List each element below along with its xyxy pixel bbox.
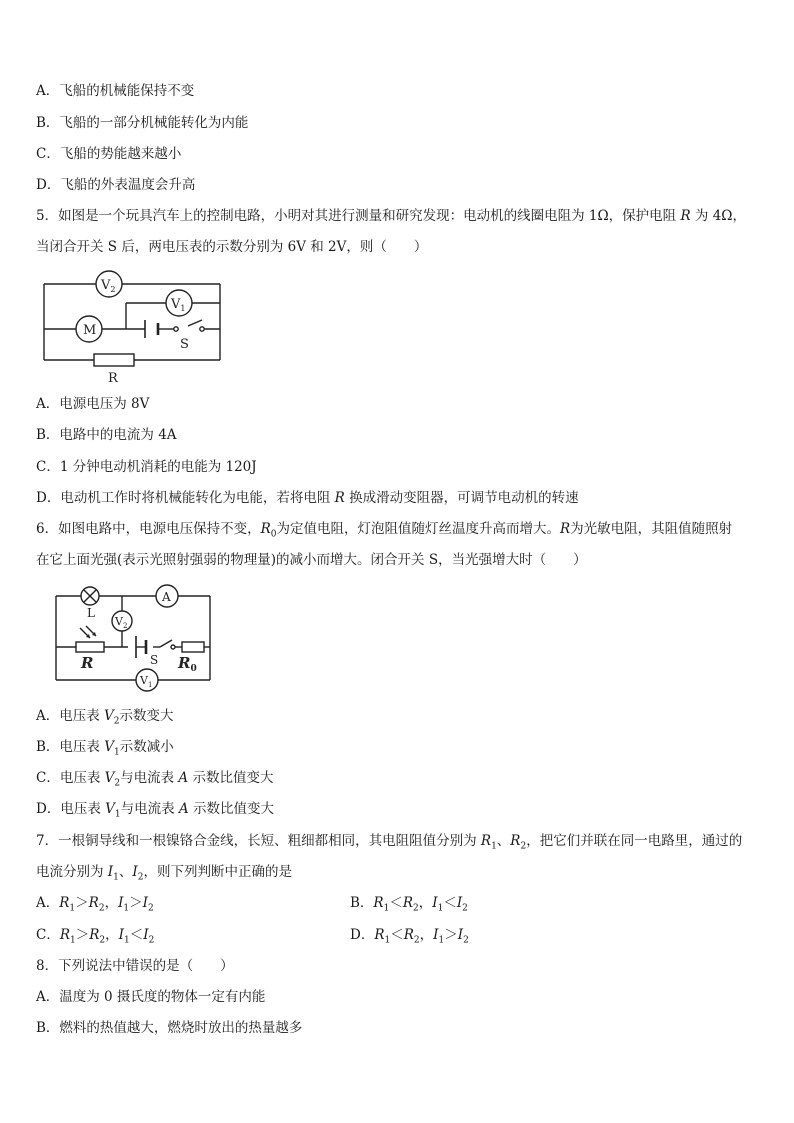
q7-stem-line1: 7．一根铜导线和一根镍铬合金线，长短、粗细都相同，其电阻阻值分别为 $R_1$、$R_2$，把它们并联在同一电路里，通过的 [36,833,743,852]
q6-fig-ammeter-label: A [162,590,171,604]
q8-option-b: B．燃料的热值越大，燃烧时放出的热量越多 [36,1020,303,1036]
q6-fig-v1-label: $V_1$ [140,674,153,689]
q6-option-b: B．电压表 $V_1$示数减小 [36,739,174,758]
q5-fig-motor-label: M [83,323,97,338]
q6-option-d: D．电压表 $V_1$与电流表 A 示数比值变大 [36,801,274,820]
q6-fig-r-label: R [81,654,94,672]
q7-option-d: D．$R_1<R_2$，$I_1>I_2$ [350,927,469,946]
q5-option-d: D．电动机工作时将机械能转化为电能，若将电阻 R 换成滑动变阻器，可调节电动机的转速 [36,490,579,506]
q5-option-a: A．电源电压为 8V [36,396,150,412]
q5-fig-v1-label: $V_1$ [171,297,186,313]
q5-stem-line2: 当闭合开关 S 后，两电压表的示数分别为 6V 和 2V，则（ ） [36,239,428,255]
q5-fig-v2-label: $V_2$ [101,278,116,294]
q7-stem-line2: 电流分别为 $I_1$、$I_2$，则下列判断中正确的是 [36,864,292,883]
q8-stem: 8．下列说法中错误的是（ ） [36,958,234,974]
q4-option-b: B．飞船的一部分机械能转化为内能 [36,115,249,131]
q6-stem-line2: 在它上面光强(表示光照射强弱的物理量)的减小而增大。闭合开关 S，当光强增大时（ ） [36,552,587,568]
q7-options-row2 [36,926,736,950]
q6-fig-lamp-label: L [87,606,95,620]
q7-option-c: C．$R_1>R_2$，$I_1<I_2$ [36,927,155,946]
q5-option-b: B．电路中的电流为 4A [36,427,177,443]
q4-option-c: C．飞船的势能越来越小 [36,146,182,162]
q6-fig-switch-label: S [150,653,159,667]
q8-option-a: A．温度为 0 摄氏度的物体一定有内能 [36,989,266,1005]
q5-fig-resistor-label: R [108,371,118,386]
q6-fig-r0-label: $R_0$ [178,654,197,674]
q6-circuit-diagram [46,584,218,696]
q4-option-d: D．飞船的外表温度会升高 [36,177,196,193]
q7-option-b: B．$R_1<R_2$，$I_1<I_2$ [350,895,468,914]
q6-option-c: C．电压表 $V_2$与电流表 A 示数比值变大 [36,770,274,789]
q7-option-a: A．$R_1>R_2$，$I_1>I_2$ [36,895,154,914]
q4-option-a: A．飞船的机械能保持不变 [36,83,195,99]
q5-circuit-diagram [36,268,236,386]
q7-options-row1 [36,894,736,918]
q5-stem-line1: 5．如图是一个玩具汽车上的控制电路，小明对其进行测量和研究发现：电动机的线圈电阻为 1Ω，保护电阻 R 为 4Ω， [36,208,746,224]
q6-fig-v2-label: $V_2$ [115,615,128,630]
q5-fig-switch-label: S [180,337,189,352]
q6-option-a: A．电压表 $V_2$示数变大 [36,708,174,727]
q6-stem-line1: 6．如图电路中，电源电压保持不变，$R_0$为定值电阻，灯泡阻值随灯丝温度升高而增大。R为光敏电阻，其阻值随照射 [36,521,733,540]
q5-option-c: C．1 分钟电动机消耗的电能为 120J [36,459,257,475]
